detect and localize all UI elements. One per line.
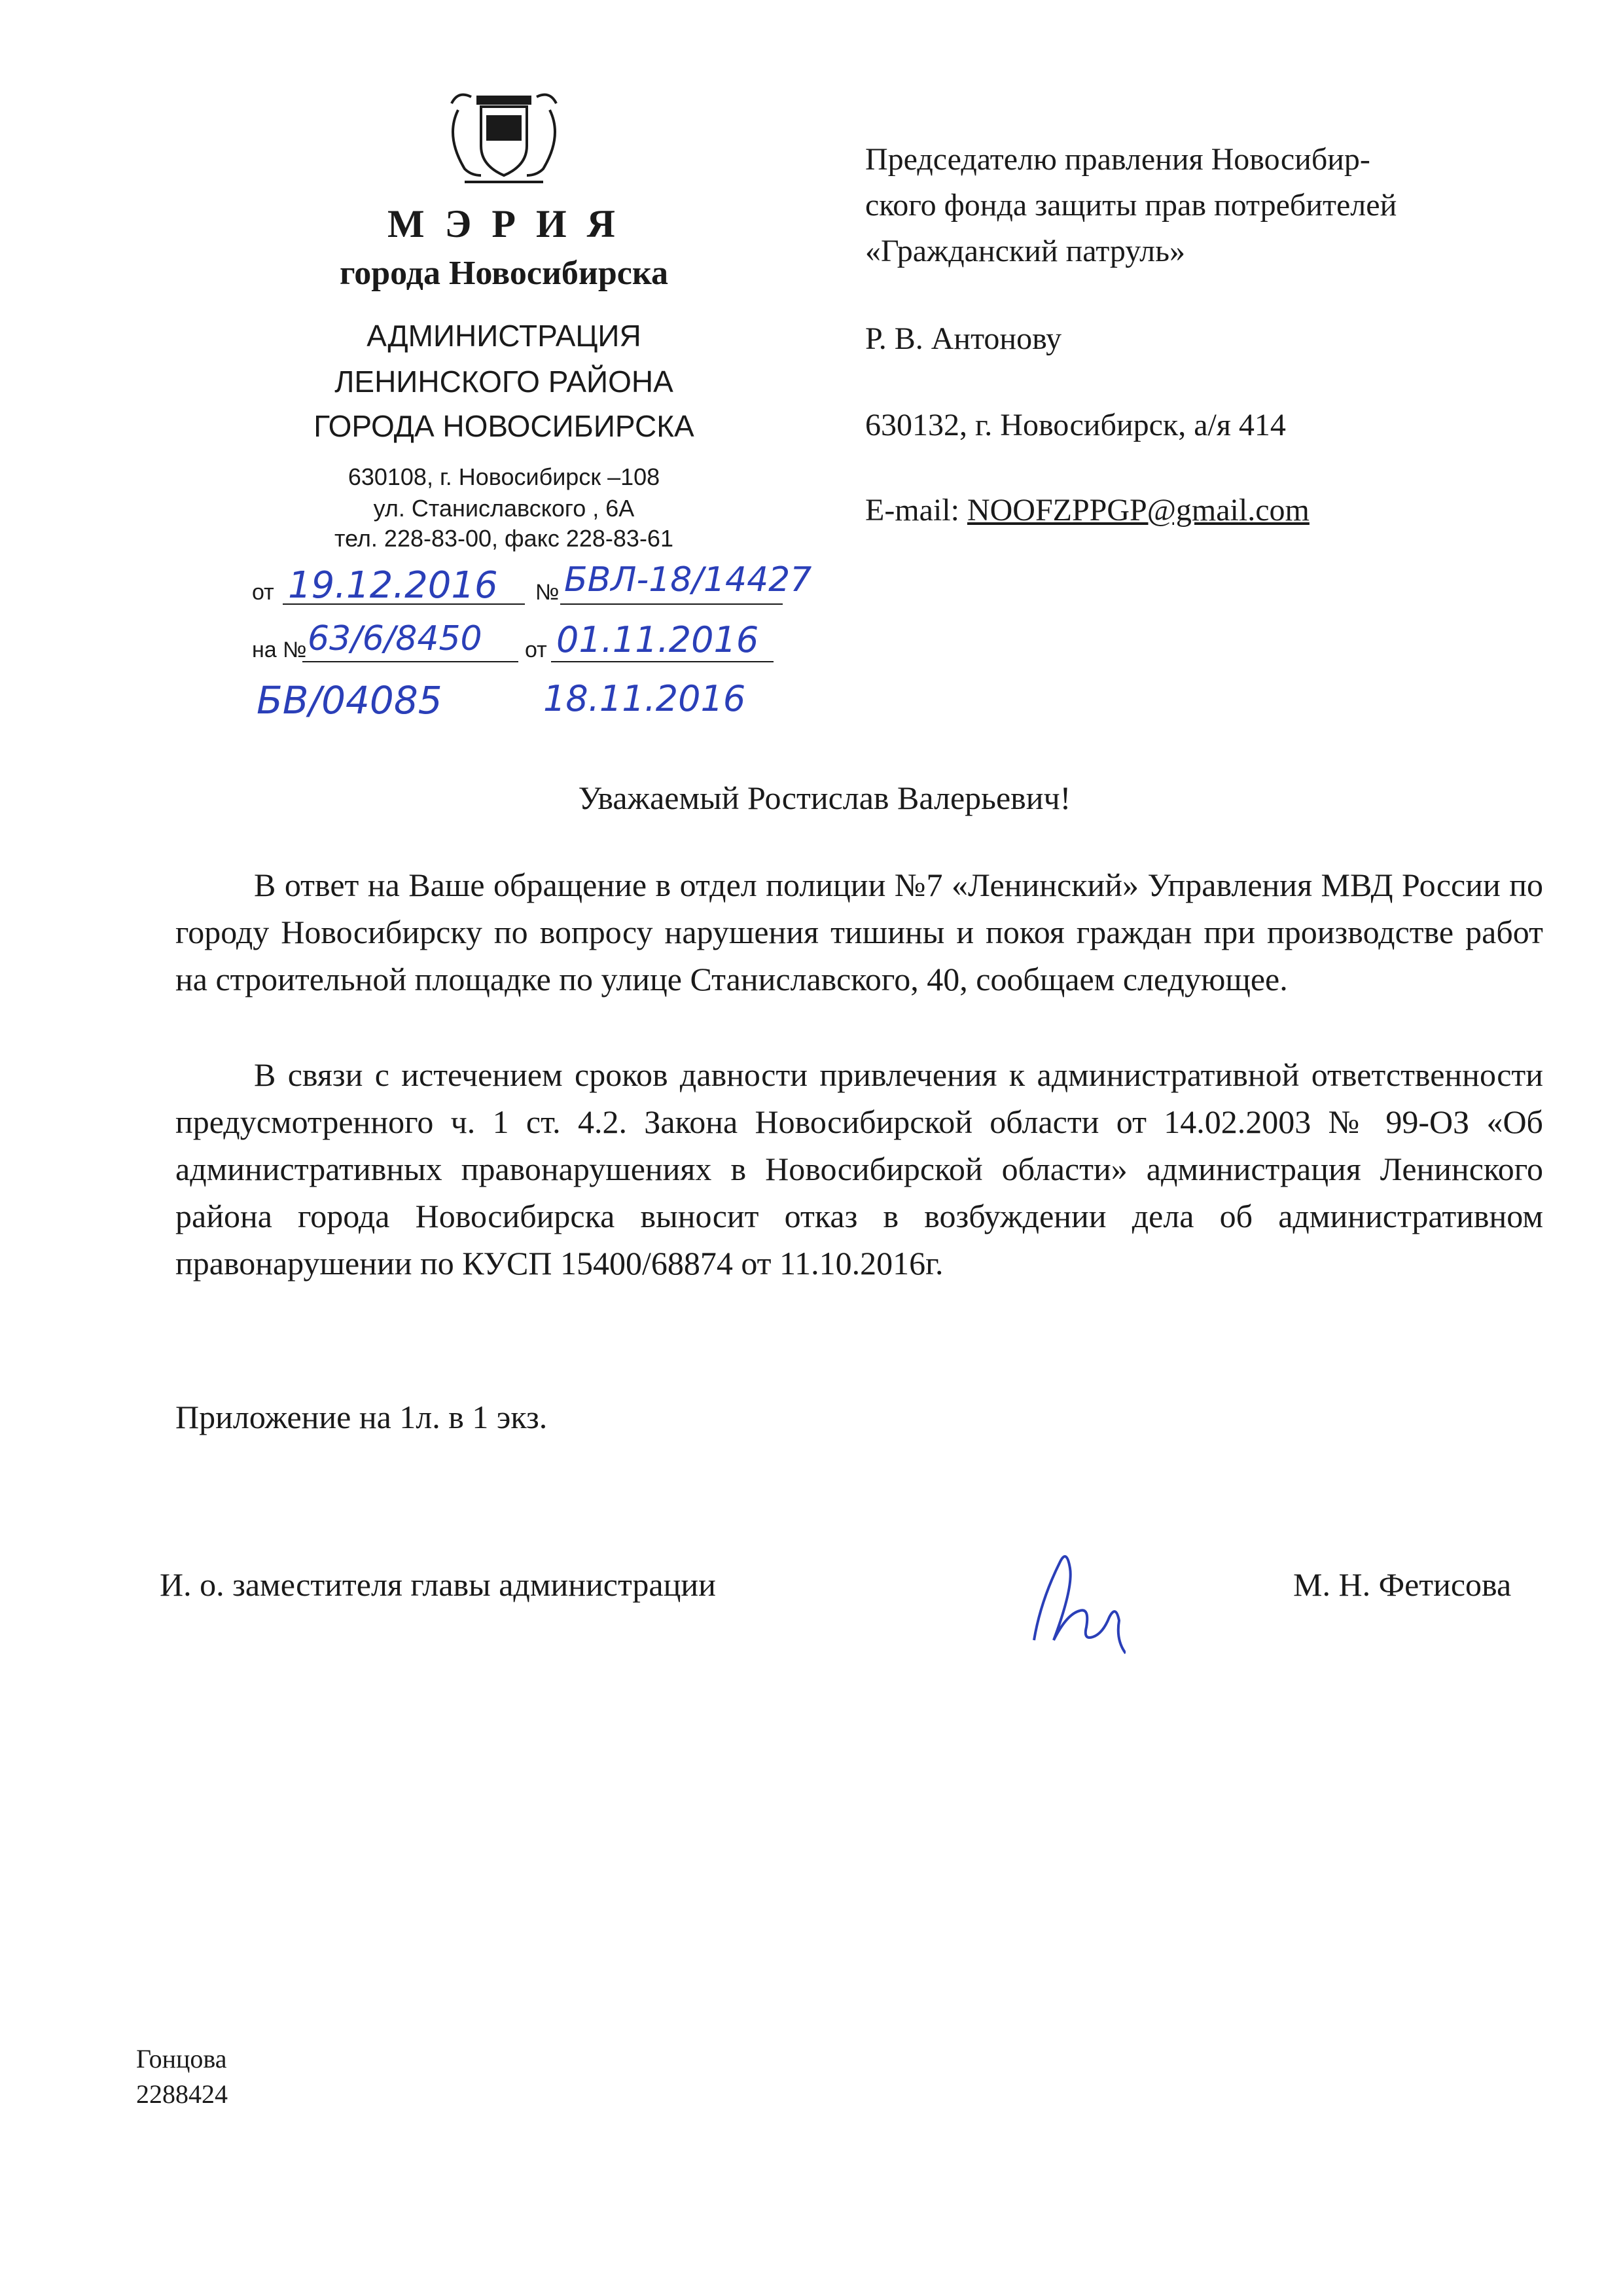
body-paragraph-1: В ответ на Ваше обращение в отдел полиции №7 «Ленинский» Управления МВД России по городу Новосибирску по вопросу нарушения тишины и покоя граждан при производстве работ на строительной площадке по улице Станиславского, 40, сообщаем следующее. [175, 867, 1543, 997]
recipient-email-label: E-mail: [865, 493, 967, 528]
recipient-name: Р. В. Антонову [865, 321, 1062, 356]
sender-dept-line1: АДМИНИСТРАЦИЯ [366, 319, 641, 353]
recipient-line2: ского фонда защиты прав потребителей [865, 188, 1397, 223]
ref-reply-label: на № [252, 637, 307, 662]
handwritten-extra-date: 18.11.2016 [543, 678, 746, 719]
ref-reply-number-line [302, 661, 518, 662]
ref-reply-from-label: от [525, 637, 547, 662]
signatory-position: И. о. заместителя главы администрации [160, 1566, 716, 1603]
handwritten-extra-number: БВ/04085 [257, 678, 442, 723]
sender-address-line3: тел. 228-83-00, факс 228-83-61 [334, 525, 673, 552]
sender-address-line1: 630108, г. Новосибирск –108 [348, 463, 660, 490]
signatory-name: М. Н. Фетисова [1293, 1566, 1512, 1603]
ref-reply-date-line [551, 661, 774, 662]
handwritten-outgoing-number: БВЛ-18/14427 [564, 560, 812, 600]
recipient-email-row [865, 492, 1520, 528]
handwritten-outgoing-date: 19.12.2016 [288, 564, 498, 607]
recipient-line3: «Гражданский патруль» [865, 234, 1186, 268]
sender-dept-line2: ЛЕНИНСКОГО РАЙОНА [334, 365, 673, 399]
recipient-email-link[interactable]: NOOFZPPGP@gmail.com [967, 493, 1310, 528]
handwritten-signature [1021, 1542, 1126, 1660]
handwritten-incoming-date: 01.11.2016 [556, 619, 759, 660]
recipient-line1: Председателю правления Новосибир- [865, 142, 1370, 177]
coat-of-arms-emblem [432, 84, 576, 188]
ref-no-label: № [535, 580, 560, 605]
body-paragraph-2: В связи с истечением сроков давности привлечения к административной ответственности предусмотренного ч. 1 ст. 4.2. Закона Новосибирской области от 14.02.2003 № 99-ОЗ «Об административных правонарушениях в Новосибирской области» администрация Ленинского района города Новосибирска выносит отказ в возбуждении дела об административном правонарушении по КУСП 15400/68874 от 11.10.2016г. [175, 1056, 1543, 1282]
sender-dept-line3: ГОРОДА НОВОСИБИРСКА [313, 409, 694, 443]
sender-org-line1: М Э Р И Я [387, 202, 620, 245]
ref-number-line [560, 603, 783, 605]
sender-org-line2: города Новосибирска [339, 255, 669, 292]
recipient-address: 630132, г. Новосибирск, а/я 414 [865, 408, 1286, 442]
sender-address-line2: ул. Станиславского , 6А [373, 495, 635, 522]
handwritten-incoming-number: 63/6/8450 [308, 619, 482, 658]
executor-phone: 2288424 [136, 2079, 228, 2109]
attachment-note: Приложение на 1л. в 1 экз. [175, 1399, 548, 1435]
ref-from-label: от [252, 580, 274, 605]
salutation: Уважаемый Ростислав Валерьевич! [578, 780, 1071, 816]
executor-name: Гонцова [136, 2044, 227, 2073]
